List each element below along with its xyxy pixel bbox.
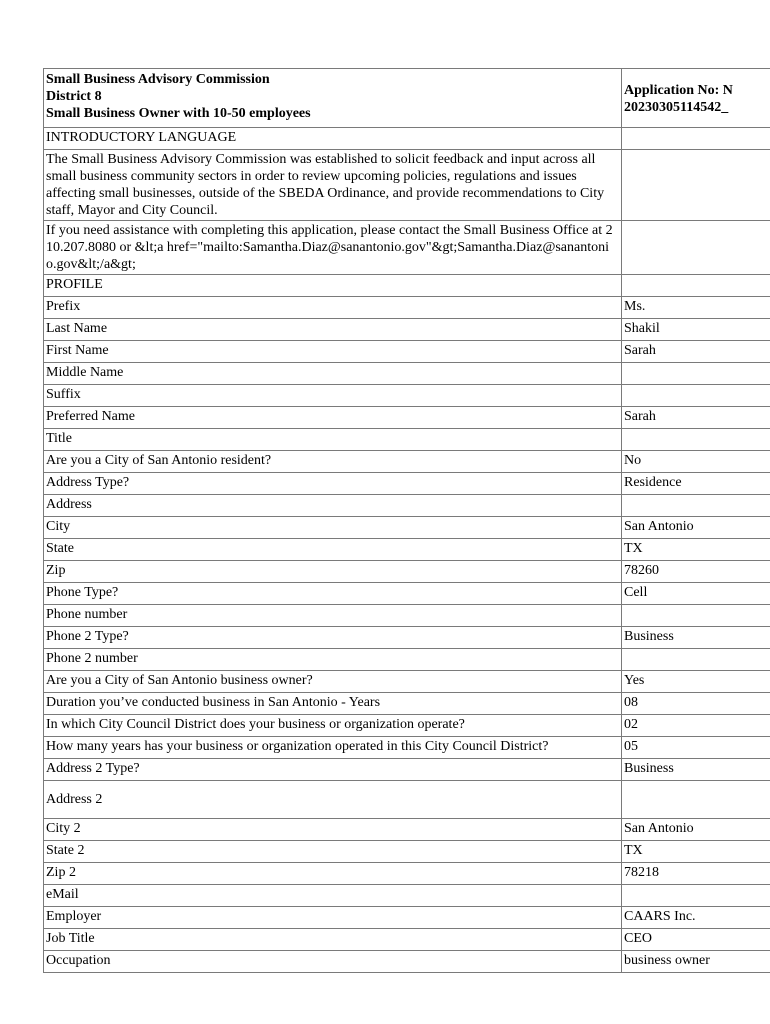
field-label: eMail xyxy=(44,885,622,907)
table-row xyxy=(44,451,770,473)
application-form-sheet xyxy=(43,68,770,973)
field-value: Yes xyxy=(622,671,770,693)
table-row xyxy=(44,605,770,627)
table-row xyxy=(44,671,770,693)
assistance-row xyxy=(44,221,770,275)
table-row xyxy=(44,341,770,363)
field-value xyxy=(622,649,770,671)
profile-section-row xyxy=(44,275,770,297)
table-row xyxy=(44,517,770,539)
field-value: Shakil xyxy=(622,319,770,341)
field-value: No xyxy=(622,451,770,473)
field-label: City xyxy=(44,517,622,539)
field-label: Occupation xyxy=(44,951,622,973)
table-row xyxy=(44,539,770,561)
intro-paragraph-text: The Small Business Advisory Commission was established to solicit feedback and input across all small business community sectors in order to review upcoming policies, regulations and issues affecting small businesses, outside of the SBEDA Ordinance, and provide recommendations to City staff, Mayor and City Council. xyxy=(46,152,605,218)
field-label: Phone number xyxy=(44,605,622,627)
table-row xyxy=(44,863,770,885)
field-label: Phone Type? xyxy=(44,583,622,605)
field-label: Address xyxy=(44,495,622,517)
field-value: Business xyxy=(622,627,770,649)
application-number: 20230305114542_ xyxy=(624,99,729,115)
field-value: CEO xyxy=(622,929,770,951)
field-value: 02 xyxy=(622,715,770,737)
table-row xyxy=(44,715,770,737)
header-row xyxy=(44,69,770,128)
field-value: 78260 xyxy=(622,561,770,583)
field-label: Address Type? xyxy=(44,473,622,495)
table-row xyxy=(44,693,770,715)
field-label: Address 2 xyxy=(44,781,622,819)
field-label: Employer xyxy=(44,907,622,929)
field-label: Phone 2 number xyxy=(44,649,622,671)
assistance-text: If you need assistance with completing this application, please contact the Small Business Office at 210.207.8080 or &lt;a href="mailto:Samantha.Diaz@sanantonio.gov"&gt;Samantha.Diaz@sanantonio.gov&lt;/a&gt; xyxy=(46,223,613,272)
field-value: CAARS Inc. xyxy=(622,907,770,929)
field-label: Preferred Name xyxy=(44,407,622,429)
header-title-line-3: Small Business Owner with 10-50 employees xyxy=(46,106,311,121)
field-label: Phone 2 Type? xyxy=(44,627,622,649)
field-label: City 2 xyxy=(44,819,622,841)
table-row xyxy=(44,319,770,341)
table-row xyxy=(44,759,770,781)
field-value: Sarah xyxy=(622,407,770,429)
field-label: Zip xyxy=(44,561,622,583)
table-row xyxy=(44,473,770,495)
table-row xyxy=(44,561,770,583)
table-row xyxy=(44,649,770,671)
table-row xyxy=(44,429,770,451)
field-label: Zip 2 xyxy=(44,863,622,885)
field-label: Job Title xyxy=(44,929,622,951)
field-value: 08 xyxy=(622,693,770,715)
header-title-cell xyxy=(44,69,622,128)
field-value xyxy=(622,363,770,385)
field-label: State xyxy=(44,539,622,561)
field-label: Suffix xyxy=(44,385,622,407)
field-value: Sarah xyxy=(622,341,770,363)
table-row xyxy=(44,627,770,649)
field-value: Residence xyxy=(622,473,770,495)
field-label: Duration you’ve conducted business in San Antonio - Years xyxy=(44,693,622,715)
table-row xyxy=(44,907,770,929)
table-row xyxy=(44,407,770,429)
field-value xyxy=(622,495,770,517)
field-label: First Name xyxy=(44,341,622,363)
field-value: San Antonio xyxy=(622,517,770,539)
field-value xyxy=(622,385,770,407)
field-value xyxy=(622,781,770,819)
field-value: TX xyxy=(622,841,770,863)
header-title-line-1: Small Business Advisory Commission xyxy=(46,72,270,87)
field-label: Last Name xyxy=(44,319,622,341)
empty-cell xyxy=(622,128,770,150)
intro-paragraph-row xyxy=(44,150,770,221)
header-title-line-2: District 8 xyxy=(46,89,102,104)
field-value: Business xyxy=(622,759,770,781)
application-number-cell xyxy=(622,69,770,128)
field-label: Address 2 Type? xyxy=(44,759,622,781)
table-row xyxy=(44,781,770,819)
section-heading-profile: PROFILE xyxy=(44,275,622,297)
field-label: Are you a City of San Antonio business owner? xyxy=(44,671,622,693)
field-value: 78218 xyxy=(622,863,770,885)
application-table xyxy=(43,68,770,973)
field-label: How many years has your business or organization operated in this City Council District? xyxy=(44,737,622,759)
table-row xyxy=(44,297,770,319)
section-heading-intro: INTRODUCTORY LANGUAGE xyxy=(44,128,622,150)
field-label: In which City Council District does your business or organization operate? xyxy=(44,715,622,737)
field-label: State 2 xyxy=(44,841,622,863)
intro-section-row xyxy=(44,128,770,150)
empty-cell xyxy=(622,275,770,297)
table-row xyxy=(44,951,770,973)
table-row xyxy=(44,385,770,407)
field-value: 05 xyxy=(622,737,770,759)
field-value: San Antonio xyxy=(622,819,770,841)
field-value: Ms. xyxy=(622,297,770,319)
table-row xyxy=(44,819,770,841)
table-row xyxy=(44,737,770,759)
field-value: Cell xyxy=(622,583,770,605)
table-row xyxy=(44,363,770,385)
table-row xyxy=(44,841,770,863)
field-value xyxy=(622,885,770,907)
empty-cell xyxy=(622,150,770,221)
assistance-cell xyxy=(44,221,622,275)
field-value xyxy=(622,429,770,451)
table-row xyxy=(44,583,770,605)
field-value: TX xyxy=(622,539,770,561)
table-row xyxy=(44,885,770,907)
table-row xyxy=(44,495,770,517)
application-label: Application No: N xyxy=(624,82,733,98)
intro-paragraph xyxy=(44,150,622,221)
field-label: Title xyxy=(44,429,622,451)
field-value: business owner xyxy=(622,951,770,973)
field-label: Middle Name xyxy=(44,363,622,385)
table-row xyxy=(44,929,770,951)
empty-cell xyxy=(622,221,770,275)
field-label: Prefix xyxy=(44,297,622,319)
field-label: Are you a City of San Antonio resident? xyxy=(44,451,622,473)
field-value xyxy=(622,605,770,627)
